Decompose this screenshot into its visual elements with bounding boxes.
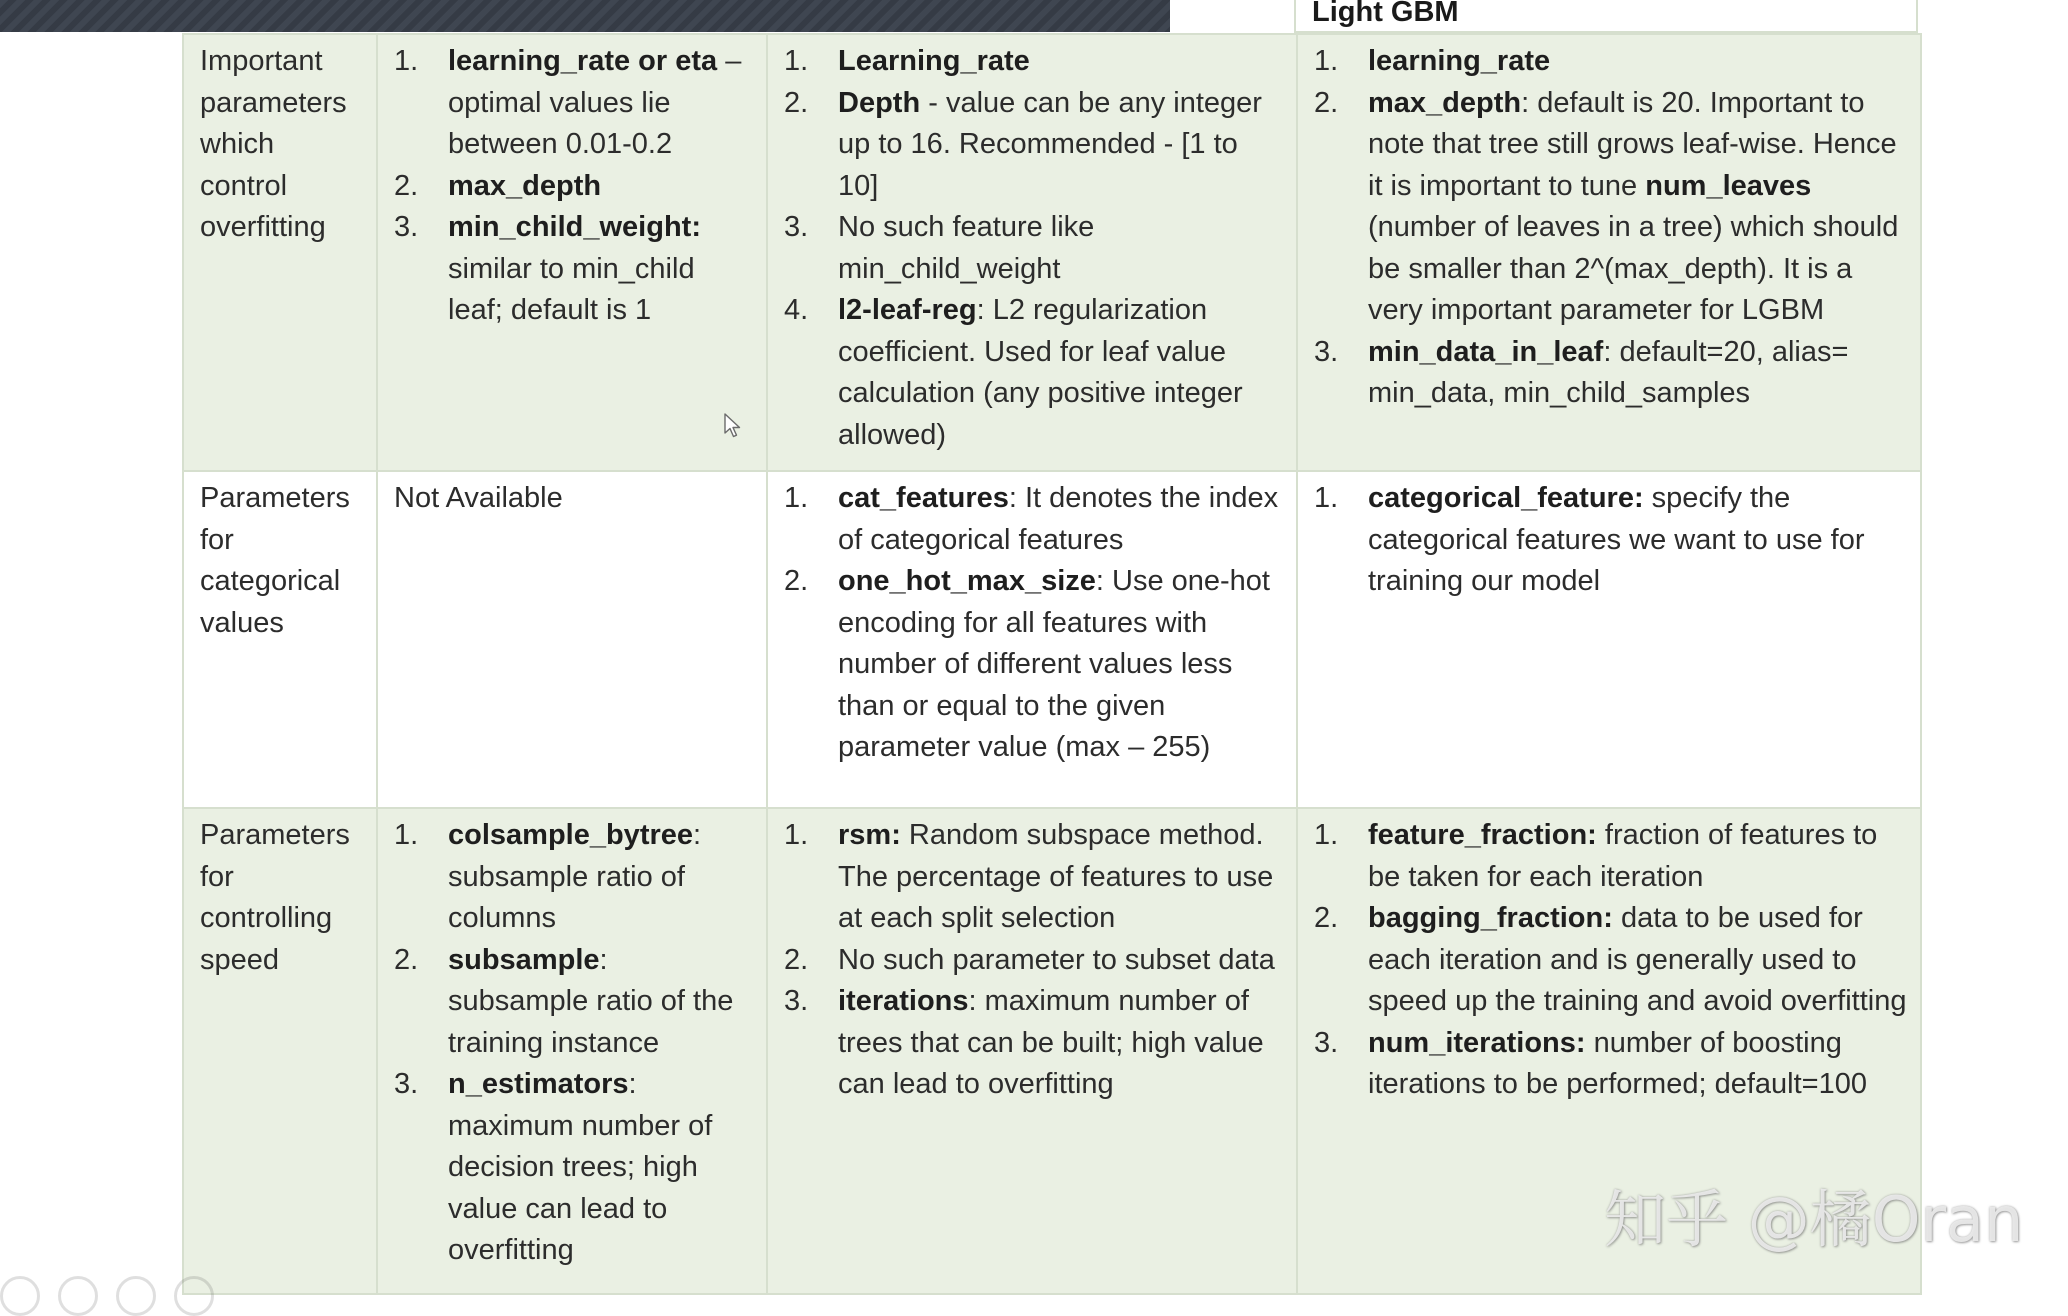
- toolbar-circle-icon[interactable]: [0, 1276, 40, 1316]
- toolbar-circle-icon[interactable]: [174, 1276, 214, 1316]
- lightgbm-header-title: Light GBM: [1312, 0, 1459, 28]
- parameter-name: num_leaves: [1645, 169, 1812, 202]
- row-label-categorical: Parameters for categorical values: [183, 471, 377, 808]
- table-row-categorical: [183, 471, 1921, 808]
- list-item: [784, 940, 1284, 982]
- list-item: [394, 166, 754, 208]
- item-number: 3.: [784, 985, 809, 1017]
- parameter-list: [1314, 815, 1908, 1106]
- parameter-name: iterations: [838, 985, 969, 1017]
- parameter-description: : maximum number of decision trees; high value can lead to overfitting: [448, 1068, 713, 1266]
- xgboost-speed-cell: [377, 808, 767, 1294]
- parameter-description: : maximum number of trees that can be built; high value can lead to overfitting: [838, 985, 1264, 1100]
- parameter-description: number of boosting iterations to be performed; default=100: [1368, 1026, 1867, 1100]
- parameter-name: num_iterations:: [1368, 1026, 1586, 1059]
- lightgbm-categorical-cell: [1297, 471, 1921, 808]
- item-number: 1.: [784, 819, 809, 851]
- parameter-description: : subsample ratio of columns: [448, 819, 702, 934]
- item-number: 3.: [784, 211, 809, 243]
- parameter-description: – optimal values lie between 0.01-0.2: [448, 45, 742, 160]
- parameter-list: [1314, 478, 1908, 603]
- parameter-description: : Use one-hot encoding for all features with number of different values less than or equal to the given parameter value (max – 255): [838, 565, 1270, 763]
- parameter-description: data to be used for each iteration and is generally used to speed up the training and avoid overfitting: [1368, 902, 1907, 1017]
- catboost-categorical-cell: [767, 471, 1297, 808]
- list-item: [784, 41, 1284, 83]
- parameter-description: : default=20, alias= min_data, min_child_samples: [1368, 335, 1849, 409]
- item-number: 2.: [394, 169, 419, 202]
- catboost-overfitting-cell: [767, 34, 1297, 471]
- parameter-list: [784, 478, 1284, 769]
- item-number: 2.: [1314, 902, 1339, 934]
- parameter-name: learning_rate: [1368, 45, 1551, 77]
- list-item: [784, 290, 1284, 456]
- list-item: [784, 207, 1284, 290]
- parameter-description: No such parameter to subset data: [838, 943, 1275, 976]
- parameter-name: feature_fraction:: [1368, 819, 1597, 851]
- item-number: 3.: [394, 211, 419, 243]
- parameter-name: Depth: [838, 86, 921, 119]
- parameter-description: : L2 regularization coefficient. Used for leaf value calculation (any positive integer allowed): [838, 294, 1243, 451]
- lightgbm-column-header: [1294, 0, 1918, 33]
- parameter-description: Random subspace method. The percentage of features to use at each split selection: [838, 819, 1274, 934]
- parameter-name: min_data_in_leaf: [1368, 335, 1604, 368]
- top-header-bar: [0, 0, 1170, 32]
- parameter-list: [784, 815, 1284, 1106]
- parameter-list: [394, 41, 754, 332]
- list-item: [394, 1064, 754, 1272]
- parameter-comparison-table: [182, 33, 1922, 1295]
- item-number: 3.: [1314, 1026, 1339, 1059]
- parameter-description: similar to min_child leaf; default is 1: [448, 252, 695, 326]
- parameter-name: bagging_fraction:: [1368, 902, 1613, 934]
- parameter-name: rsm:: [838, 819, 901, 851]
- parameter-description: : default is 20. Important to note that tree still grows leaf-wise. Hence it is important to tune: [1368, 86, 1897, 202]
- row-label-speed: Parameters for controlling speed: [183, 808, 377, 1294]
- parameter-name: subsample: [448, 943, 600, 976]
- parameter-list: [784, 41, 1284, 456]
- parameter-description: No such feature like min_child_weight: [838, 211, 1095, 285]
- xgboost-overfitting-cell: [377, 34, 767, 471]
- parameter-description: : It denotes the index of categorical features: [838, 482, 1279, 556]
- mouse-pointer-icon: [724, 413, 742, 439]
- xgboost-categorical-cell: Not Available: [377, 471, 767, 808]
- list-item: [394, 940, 754, 1065]
- parameter-name: one_hot_max_size: [838, 565, 1096, 597]
- item-number: 1.: [394, 819, 419, 851]
- toolbar-circle-icon[interactable]: [116, 1276, 156, 1316]
- row-label-overfitting: Important parameters which control overfitting: [183, 34, 377, 471]
- parameter-list: [1314, 41, 1908, 415]
- parameter-name: l2-leaf-reg: [838, 294, 977, 326]
- list-item: [1314, 332, 1908, 415]
- parameter-list: [394, 815, 754, 1272]
- list-item: [394, 41, 754, 166]
- parameter-description: fraction of features to be taken for each iteration: [1368, 819, 1878, 893]
- item-number: 1.: [1314, 482, 1339, 514]
- list-item: [1314, 1023, 1908, 1106]
- list-item: [1314, 478, 1908, 603]
- list-item: [1314, 815, 1908, 898]
- parameter-name: colsample_bytree: [448, 819, 694, 851]
- parameter-name: max_depth: [1368, 86, 1522, 119]
- list-item: [784, 981, 1284, 1106]
- lightgbm-overfitting-cell: [1297, 34, 1921, 471]
- item-number: 1.: [784, 482, 809, 514]
- parameter-name: Learning_rate: [838, 45, 1030, 77]
- zhihu-watermark: 知乎 @橘Oran: [1604, 1183, 2024, 1256]
- list-item: [784, 83, 1284, 208]
- list-item: [1314, 83, 1908, 332]
- item-number: 3.: [394, 1068, 419, 1100]
- parameter-name: cat_features: [838, 482, 1009, 514]
- list-item: [1314, 41, 1908, 83]
- item-number: 2.: [784, 565, 809, 597]
- item-number: 2.: [784, 86, 809, 119]
- table-row-overfitting: [183, 34, 1921, 471]
- list-item: [394, 815, 754, 940]
- slide-toolbar: [0, 1276, 214, 1310]
- parameter-name: min_child_weight:: [448, 211, 701, 243]
- list-item: [1314, 898, 1908, 1023]
- parameter-name: learning_rate or eta: [448, 45, 718, 77]
- parameter-description: : subsample ratio of the training instance: [448, 943, 734, 1059]
- item-number: 2.: [394, 943, 419, 976]
- item-number: 2.: [1314, 86, 1339, 119]
- parameter-name: categorical_feature:: [1368, 482, 1644, 514]
- list-item: [394, 207, 754, 332]
- parameter-description: (number of leaves in a tree) which should be smaller than 2^(max_depth). It is a very important parameter for LGBM: [1368, 211, 1899, 326]
- item-number: 2.: [784, 943, 809, 976]
- parameter-description: specify the categorical features we want to use for training our model: [1368, 482, 1865, 597]
- list-item: [784, 561, 1284, 769]
- item-number: 4.: [784, 294, 809, 326]
- item-number: 1.: [1314, 45, 1339, 77]
- toolbar-circle-icon[interactable]: [58, 1276, 98, 1316]
- list-item: [784, 815, 1284, 940]
- item-number: 1.: [394, 45, 419, 77]
- parameter-description: - value can be any integer up to 16. Recommended - [1 to 10]: [838, 86, 1262, 202]
- item-number: 1.: [784, 45, 809, 77]
- parameter-name: max_depth: [448, 169, 602, 202]
- catboost-speed-cell: [767, 808, 1297, 1294]
- parameter-name: n_estimators: [448, 1068, 629, 1100]
- list-item: [784, 478, 1284, 561]
- item-number: 3.: [1314, 335, 1339, 368]
- item-number: 1.: [1314, 819, 1339, 851]
